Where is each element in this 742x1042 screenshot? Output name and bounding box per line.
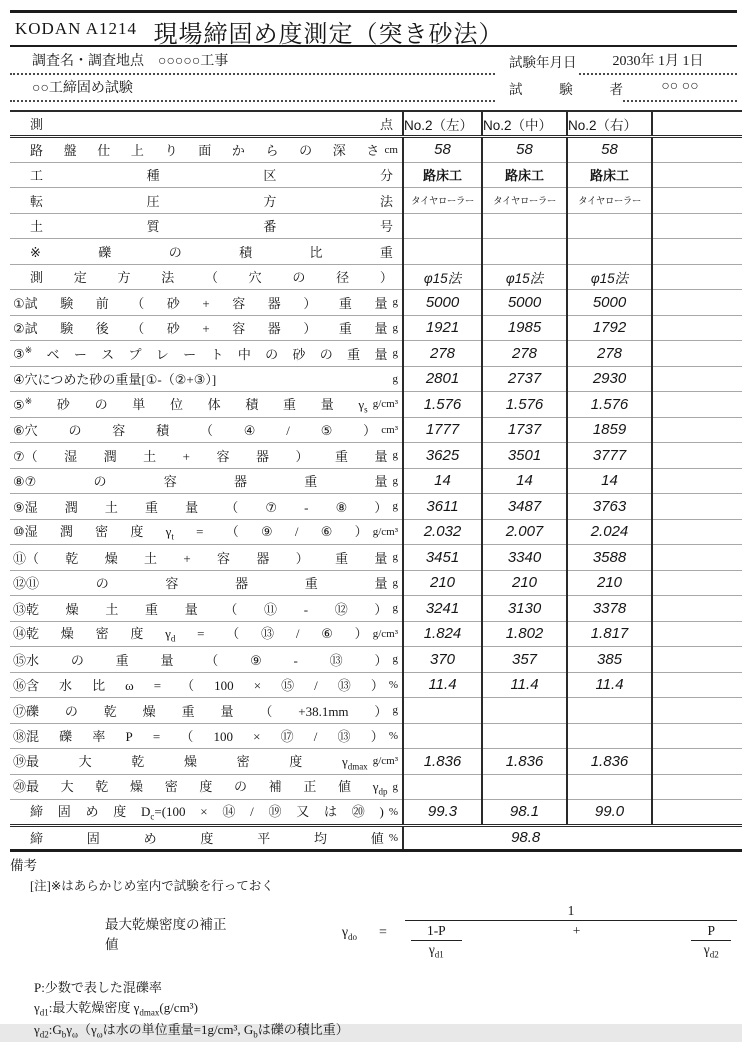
value-cell (482, 213, 567, 239)
row-label-cell (10, 162, 403, 188)
formula-lhs: $\gamma_{do}$ (341, 924, 358, 942)
value-cell (652, 239, 742, 265)
value-cell: 1737 (482, 417, 567, 443)
legend-line-gd1: $\gamma_{d1}$:最大乾燥密度 $\gamma_{dmax}(g/cm^3)$ (34, 999, 198, 1018)
row-unit: % (388, 678, 398, 691)
value-cell (652, 417, 742, 443)
row-unit: g (392, 474, 398, 487)
row-label: 測 定 方 法 （ 穴 の 径 ） (30, 270, 393, 286)
table-row (10, 264, 742, 290)
row-label: ⑲最 大 乾 燥 密 度 $\gamma_{dmax}$ (13, 753, 368, 772)
row-unit: cm³ (381, 423, 398, 436)
value-cell: 3611 (403, 494, 482, 520)
table-row (10, 774, 742, 800)
page-title: 現場締固め度測定（突き砂法） (153, 22, 504, 48)
denominator-term-1 (411, 923, 462, 964)
row-label-cell (10, 570, 403, 596)
value-cell: 1.824 (403, 621, 482, 647)
value-cell (652, 366, 742, 392)
value-cell: 1.576 (403, 392, 482, 418)
value-cell: 1859 (567, 417, 652, 443)
value-cell (652, 545, 742, 571)
value-cell: 1.576 (567, 392, 652, 418)
table-row (10, 417, 742, 443)
average-value-cell (403, 825, 742, 851)
row-label-cell (10, 239, 403, 265)
row-unit: g (392, 500, 398, 513)
row-label: 土 質 番 号 (30, 219, 393, 235)
value-cell: 2.007 (482, 519, 567, 545)
row-unit: g (392, 551, 398, 564)
table-row (10, 494, 742, 520)
value-cell: 11.4 (567, 672, 652, 698)
average-label-cell (10, 825, 403, 851)
average-unit: % (388, 831, 398, 844)
value-cell: 210 (567, 570, 652, 596)
value-cell: タイヤローラー (403, 188, 482, 214)
value-cell: 58 (567, 137, 652, 163)
test-date-value: 2030年 1月 1日 (579, 46, 737, 75)
formula-label: 最大乾燥密度の補正値 (105, 917, 227, 952)
row-label-cell (10, 392, 403, 418)
value-cell (567, 698, 652, 724)
value-cell: 278 (482, 341, 567, 367)
value-cell (403, 698, 482, 724)
value-cell: 1.836 (567, 749, 652, 775)
average-label: 締 固 め 度 平 均 値 (30, 831, 384, 847)
formula-equals: = (379, 925, 387, 940)
table-row (10, 545, 742, 571)
legend-line-p: P:少数で表した混礫率 (34, 980, 162, 995)
header-label-cell (10, 111, 403, 137)
value-cell: 3625 (403, 443, 482, 469)
column-header-center: No.2（中） (482, 111, 567, 137)
formula-denominator (405, 923, 737, 964)
test-date-field (509, 47, 737, 74)
table-row (10, 290, 742, 316)
row-unit: g (392, 602, 398, 615)
value-cell (652, 596, 742, 622)
value-cell (403, 239, 482, 265)
table-row (10, 723, 742, 749)
table-row (10, 366, 742, 392)
row-label: ⑩湿 潤 密 度 $\gamma_t$ = （ ⑨ / ⑥ ） (13, 524, 368, 543)
value-cell (652, 774, 742, 800)
row-unit: g/cm³ (372, 398, 398, 411)
table-row (10, 392, 742, 418)
meta-row-survey (10, 47, 737, 74)
denominator-term-2 (691, 923, 731, 964)
value-cell: 5000 (482, 290, 567, 316)
term2-denominator: $\gamma_{d2}$ (703, 941, 719, 960)
survey-field-2 (10, 73, 495, 102)
value-cell: 5000 (403, 290, 482, 316)
value-cell (652, 188, 742, 214)
value-cell: 98.1 (482, 800, 567, 826)
value-cell (652, 264, 742, 290)
value-cell: 385 (567, 647, 652, 673)
tester-field (509, 74, 737, 101)
value-cell: 99.3 (403, 800, 482, 826)
correction-formula (10, 902, 737, 964)
row-label-cell (10, 188, 403, 214)
row-label-cell (10, 545, 403, 571)
value-cell (567, 774, 652, 800)
table-row (10, 315, 742, 341)
row-unit: g/cm³ (372, 525, 398, 538)
value-cell: 3378 (567, 596, 652, 622)
value-cell (652, 137, 742, 163)
row-label-cell (10, 494, 403, 520)
value-cell: 99.0 (567, 800, 652, 826)
row-label: ①試 験 前 （ 砂 + 容 器 ） 重 量 (13, 295, 388, 311)
value-cell (652, 468, 742, 494)
row-label-cell (10, 647, 403, 673)
table-row (10, 800, 742, 826)
formula-numerator: 1 (567, 902, 575, 918)
value-cell: 1921 (403, 315, 482, 341)
row-label-cell (10, 417, 403, 443)
value-cell: 1.817 (567, 621, 652, 647)
row-unit: g (392, 576, 398, 589)
value-cell: φ15法 (567, 264, 652, 290)
legend-line-gd2: $\gamma_{d2}:G_b\gamma_\omega(\gamma_\omega$は水の単位重量=1g/cm³, $G_b$は礫の積比重） (34, 1021, 349, 1040)
value-cell: 370 (403, 647, 482, 673)
row-label: ⑫⑪ の 容 器 重 量 (13, 576, 388, 592)
table-row (10, 647, 742, 673)
table-body (10, 137, 742, 851)
row-label: ⑰礫 の 乾 燥 重 量 （ +38.1mm ） (13, 703, 388, 719)
value-cell: 14 (482, 468, 567, 494)
value-cell: 3501 (482, 443, 567, 469)
value-cell: 3763 (567, 494, 652, 520)
row-unit: cm (384, 143, 398, 156)
row-label-cell (10, 315, 403, 341)
table-row (10, 188, 742, 214)
value-cell (652, 213, 742, 239)
plus-sign: + (572, 922, 581, 938)
form-code: KODAN A1214 (15, 19, 137, 38)
value-cell (652, 621, 742, 647)
row-unit: g (392, 704, 398, 717)
average-row (10, 825, 742, 851)
average-value: 98.8 (511, 829, 541, 847)
row-label-cell (10, 596, 403, 622)
row-label-cell (10, 468, 403, 494)
value-cell: 路床工 (567, 162, 652, 188)
row-label-cell (10, 672, 403, 698)
row-label: ※ 礫 の 積 比 重 (30, 244, 393, 260)
table-row (10, 162, 742, 188)
value-cell: 210 (482, 570, 567, 596)
row-label: ⑮水 の 重 量 （ ⑨ - ⑬ ） (13, 652, 388, 668)
measurement-table (10, 110, 742, 852)
table-row (10, 621, 742, 647)
value-cell: 14 (403, 468, 482, 494)
value-cell: 1.836 (403, 749, 482, 775)
value-cell (482, 698, 567, 724)
value-cell (652, 443, 742, 469)
value-cell (567, 213, 652, 239)
row-unit: g (392, 372, 398, 385)
value-cell: タイヤローラー (482, 188, 567, 214)
value-cell (652, 341, 742, 367)
test-date-label: 試験年月日 (509, 54, 577, 70)
table-row (10, 341, 742, 367)
value-cell: 2737 (482, 366, 567, 392)
row-unit: g (392, 347, 398, 360)
value-cell: 58 (482, 137, 567, 163)
row-label: 転 圧 方 法 (30, 193, 393, 209)
row-label: 路 盤 仕 上 り 面 か ら の 深 さ (30, 143, 380, 159)
formula-fraction (405, 903, 737, 964)
row-label: ⑦（ 湿 潤 土 + 容 器 ） 重 量 (13, 448, 388, 464)
table-row (10, 213, 742, 239)
row-label: ⑪（ 乾 燥 土 + 容 器 ） 重 量 (13, 550, 388, 566)
survey-value-2: ○○工締固め試験 (32, 80, 133, 96)
value-cell (482, 774, 567, 800)
value-cell: 3241 (403, 596, 482, 622)
table-row (10, 519, 742, 545)
row-label-cell (10, 137, 403, 163)
value-cell (652, 519, 742, 545)
row-label-cell (10, 213, 403, 239)
fraction-bar (405, 920, 737, 921)
meta-row-test (10, 74, 737, 101)
value-cell (652, 162, 742, 188)
value-cell (652, 800, 742, 826)
value-cell (652, 315, 742, 341)
row-unit: g/cm³ (372, 755, 398, 768)
remarks-label: 備考 (10, 858, 37, 873)
row-label: ⑳最 大 乾 燥 密 度 の 補 正 値 $\gamma_{dp}$ (13, 779, 388, 798)
term1-denominator: $\gamma_{d1}$ (428, 941, 444, 960)
row-label-cell (10, 800, 403, 826)
value-cell (652, 749, 742, 775)
row-label: ⑥穴 の 容 積 （ ④ / ⑤ ） (13, 423, 377, 439)
row-label: ②試 験 後 （ 砂 + 容 器 ） 重 量 (13, 321, 388, 337)
remarks-note: [注]※はあらかじめ室内で試験を行っておく (30, 879, 274, 893)
row-label-cell (10, 698, 403, 724)
row-label: 締 固 め 度 $D_c=(100$ × ⑭ / ⑲ 又 は ⑳ ) (30, 804, 384, 823)
value-cell: 1777 (403, 417, 482, 443)
value-cell: 路床工 (403, 162, 482, 188)
value-cell: 1985 (482, 315, 567, 341)
value-cell (482, 723, 567, 749)
term1-numerator: 1-P (411, 923, 462, 941)
table-row (10, 239, 742, 265)
row-label-cell (10, 621, 403, 647)
table-row (10, 137, 742, 163)
value-cell: 3777 (567, 443, 652, 469)
tester-label: 試 験 者 (509, 81, 623, 97)
row-label: ③※ ベ ー ス プ レ ー ト 中 の 砂 の 重 量 (13, 345, 388, 362)
row-label: ⑯含 水 比 ω = （ 100 × ⑮ / ⑬ ） (13, 678, 384, 694)
value-cell (652, 290, 742, 316)
column-header-right: No.2（右） (567, 111, 652, 137)
value-cell: 2930 (567, 366, 652, 392)
value-cell: φ15法 (403, 264, 482, 290)
value-cell: 58 (403, 137, 482, 163)
value-cell: 2.024 (567, 519, 652, 545)
value-cell: 1.836 (482, 749, 567, 775)
table-row (10, 672, 742, 698)
value-cell: 2801 (403, 366, 482, 392)
row-label-cell (10, 519, 403, 545)
value-cell (403, 774, 482, 800)
value-cell (652, 723, 742, 749)
value-cell (567, 239, 652, 265)
row-label-cell (10, 264, 403, 290)
value-cell (652, 647, 742, 673)
value-cell (652, 698, 742, 724)
row-unit: g (392, 653, 398, 666)
value-cell (652, 570, 742, 596)
table-row (10, 596, 742, 622)
row-label-cell (10, 341, 403, 367)
row-label-cell (10, 290, 403, 316)
value-cell: 278 (567, 341, 652, 367)
row-label-cell (10, 723, 403, 749)
survey-label: 調査名・調査地点 (32, 53, 144, 69)
row-label: ⑬乾 燥 土 重 量 （ ⑪ - ⑫ ） (13, 601, 388, 617)
value-cell (652, 392, 742, 418)
value-cell: 2.032 (403, 519, 482, 545)
value-cell (482, 239, 567, 265)
value-cell: 1792 (567, 315, 652, 341)
value-cell (403, 723, 482, 749)
table-row (10, 749, 742, 775)
row-label-cell (10, 749, 403, 775)
row-label: ④穴につめた砂の重量[①-（②+③）] (13, 372, 217, 388)
value-cell: 14 (567, 468, 652, 494)
column-header-left: No.2（左） (403, 111, 482, 137)
value-cell: 3130 (482, 596, 567, 622)
value-cell: 11.4 (482, 672, 567, 698)
table-row (10, 570, 742, 596)
row-unit: g (392, 321, 398, 334)
value-cell (567, 723, 652, 749)
row-unit: g (392, 296, 398, 309)
remarks-section (10, 854, 737, 1042)
row-label: 工 種 区 分 (30, 168, 393, 184)
value-cell: 1.802 (482, 621, 567, 647)
value-cell (652, 494, 742, 520)
value-cell: 3588 (567, 545, 652, 571)
value-cell: 1.576 (482, 392, 567, 418)
value-cell: 210 (403, 570, 482, 596)
value-cell: 路床工 (482, 162, 567, 188)
row-label-cell (10, 774, 403, 800)
row-unit: g (392, 780, 398, 793)
survey-field (10, 46, 495, 75)
value-cell: 3451 (403, 545, 482, 571)
row-unit: g/cm³ (372, 627, 398, 640)
row-label-cell (10, 366, 403, 392)
value-cell (652, 672, 742, 698)
row-label: ⑧⑦ の 容 器 重 量 (13, 474, 388, 490)
value-cell: 357 (482, 647, 567, 673)
row-label-cell (10, 443, 403, 469)
table-row (10, 443, 742, 469)
value-cell: 3340 (482, 545, 567, 571)
value-cell: 278 (403, 341, 482, 367)
survey-value: ○○○○○工事 (158, 53, 229, 69)
row-label: ⑭乾 燥 密 度 $\gamma_d$ = （ ⑬ / ⑥ ） (13, 626, 368, 645)
row-unit: g (392, 449, 398, 462)
table-header-row (10, 111, 742, 137)
row-unit: % (388, 805, 398, 818)
form-title-bar (10, 10, 737, 47)
row-label: ⑨湿 潤 土 重 量 （ ⑦ - ⑧ ） (13, 499, 388, 515)
table-row (10, 468, 742, 494)
value-cell: 3487 (482, 494, 567, 520)
table-row (10, 698, 742, 724)
value-cell: 5000 (567, 290, 652, 316)
row-unit: % (388, 729, 398, 742)
legend-notes (34, 978, 737, 1042)
value-cell (403, 213, 482, 239)
tester-value: ○○ ○○ (623, 73, 737, 102)
value-cell: φ15法 (482, 264, 567, 290)
term2-numerator: P (691, 923, 731, 941)
value-cell: タイヤローラー (567, 188, 652, 214)
row-label: ⑱混 礫 率 P = （ 100 × ⑰ / ⑬ ） (13, 729, 384, 745)
value-cell: 11.4 (403, 672, 482, 698)
column-header-extra (652, 111, 742, 137)
row-label: ⑤※ 砂 の 単 位 体 積 重 量 $\gamma_s$ (13, 395, 368, 415)
header-label: 測 点 (30, 117, 393, 132)
